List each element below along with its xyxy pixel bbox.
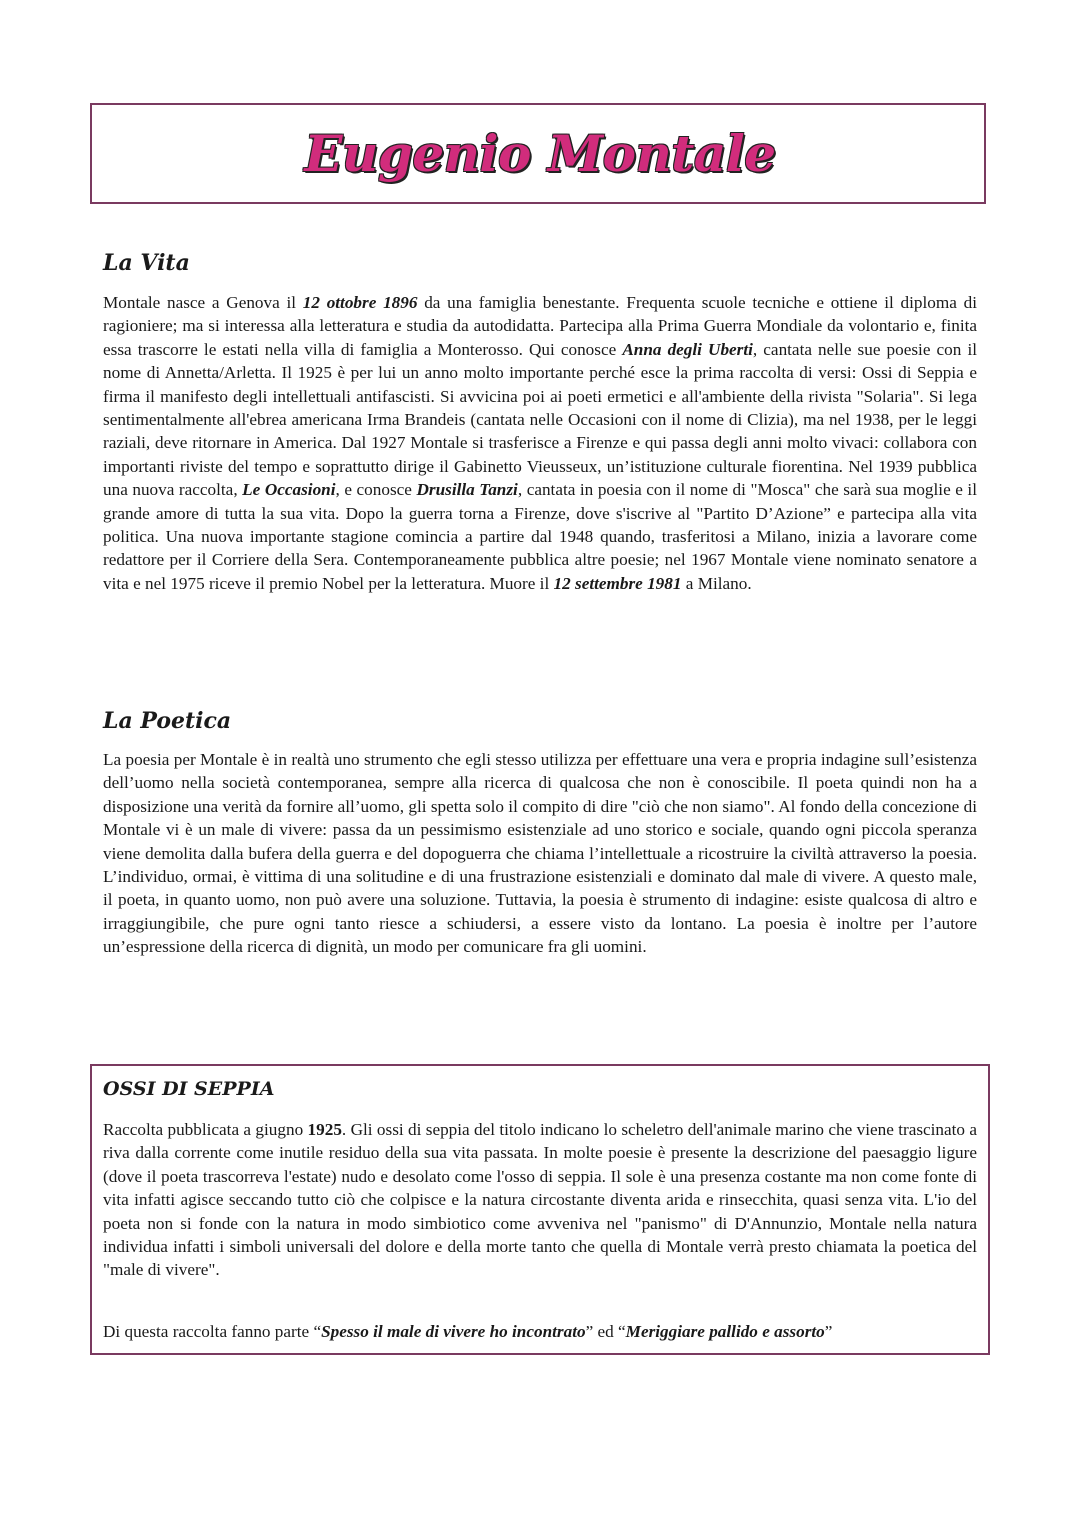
vita-text-4: , e conosce (335, 480, 417, 500)
section-heading-ossi: OSSI DI SEPPIA (103, 1078, 275, 1100)
poetica-heading-text: La Poetica (103, 708, 232, 734)
ossi-tail-3: ” (824, 1322, 833, 1341)
poetica-paragraph: La poesia per Montale è in realtà uno strumento che egli stesso utilizza per effettuare una vera e propria indagine sull’esistenza dell’uomo nella società contemporanea, sempre alla ricerca di qualcosa che non è conoscibile. Il poeta quindi non ha a disposizione una verità da fornire all’uomo, gli spetta solo il compito di dire "ciò che non siamo". Al fondo della concezione di Montale vi è un male di vivere: passa da un pessimismo esistenziale ad uno storico e sociale, quando ogni piccola speranza viene demolita dalla bufera della guerra e del dopoguerra che chiama l’intellettuale a ricostruire la civiltà attraverso la poesia. L’individuo, ormai, è vittima di una solitudine e di una frustrazione esistenziali e dominato dal male di vivere. A questo male, il poeta, in quanto uomo, non può avere una soluzione. Tuttavia, la poesia è strumento di indagine: esiste qualcosa di altro e irraggiungibile, che pure ogni tanto riesce a schiudersi, a essere visto da lontano. La poesia è inoltre per l’autore un’espressione della ricerca di dignità, un modo per comunicare fra gli uomini. (103, 750, 977, 957)
death-date: 12 settembre 1981 (553, 573, 682, 593)
vita-paragraph (103, 291, 977, 595)
ossi-poems-line (103, 1320, 977, 1343)
vita-text-6: a Milano. (681, 573, 752, 593)
title-box (90, 103, 986, 204)
ossi-tail-2: ” ed “ (585, 1322, 626, 1341)
ossi-tail-1: Di questa raccolta fanno parte “ (103, 1322, 322, 1341)
vita-text-1: Montale nasce a Genova il (103, 293, 303, 312)
ossi-text-2: . Gli ossi di seppia del titolo indicano lo scheletro dell'animale marino che viene trascinato a riva dalla corrente come inutile residuo della sua vita passata. In molte poesie è presente la descrizione del paesaggio ligure (dove il poeta trascorreva l'estate) nudo e desolato come l'osso di seppia. Il sole è una presenza costante ma non come fonte di vita infatti agisce seccando tutto ciò che colpisce e la natura circostante diventa arida e rinsecchita, quasi senza vita. L'io del poeta non si fonde con la natura in modo simbiotico come avveniva nel "panismo" di D'Annunzio, Montale nella natura individua infatti i simboli universali del dolore e della morte tanto che quella di Montale verrà presto chiamata la poetica del "male di vivere". (103, 1120, 977, 1280)
vita-text-2: da una famiglia benestante. Frequenta scuole tecniche e ottiene il diploma di ragioniere; ma si interessa alla letteratura e studia da autodidatta. Partecipa alla Prima Guerra Mondiale da volontario e, finita essa trascorre le estati nella villa di famiglia a Monterosso. Qui conosce (103, 293, 977, 359)
vita-text-3: , cantata nelle sue poesie con il nome di Annetta/Arletta. Il 1925 è per lui un anno molto importante perché esce la prima raccolta di versi: Ossi di Seppia e firma il manifesto degli intellettuali antifascisti. Si avvicina poi ai poeti ermetici e all'ambiente della rivista "Solaria". Si lega sentimentalmente all'ebrea americana Irma Brandeis (cantata nelle Occasioni con il nome di Clizia), ma nel 1938, per le leggi raziali, deve ritornare in America. Dal 1927 Montale si trasferisce a Firenze e qui passa degli anni molto vivaci: collabora con importanti riviste del tempo e soprattutto dirige il Gabinetto Vieusseux, un’istituzione culturale fiorentina. Nel 1939 pubblica una nuova raccolta, (103, 339, 977, 500)
section-heading-vita: La Vita (103, 250, 190, 276)
section-heading-poetica (103, 708, 231, 734)
drusilla-name: Drusilla Tanzi (416, 480, 518, 500)
poem-meriggiare: Meriggiare pallido e assorto (625, 1322, 825, 1341)
poem-spesso: Spesso il male di vivere ho incontrato (321, 1322, 586, 1341)
ossi-text-1: Raccolta pubblicata a giugno (103, 1120, 308, 1139)
ossi-paragraph (103, 1118, 977, 1282)
birth-date: 12 ottobre 1896 (302, 293, 418, 312)
vita-text-5: , cantata in poesia con il nome di "Mosca" che sarà sua moglie e il grande amore di tutta la sua vita. Dopo la guerra torna a Firenze, dove s'iscrive al "Partito D’Azione” e partecipa alla vita politica. Una nuova importante stagione comincia a partire dal 1948 quando, trasferitosi a Milano, inizia a lavorare come redattore per il Corriere della Sera. Contemporaneamente pubblica altre poesie; nel 1967 Montale viene nominato senatore a vita e nel 1975 riceve il premio Nobel per la letteratura. Muore il (103, 480, 977, 593)
ossi-year: 1925 (307, 1120, 342, 1139)
page-title: Eugenio Montale (304, 124, 776, 183)
anna-name: Anna degli Uberti (622, 339, 753, 359)
occasioni-title: Le Occasioni (242, 480, 336, 500)
